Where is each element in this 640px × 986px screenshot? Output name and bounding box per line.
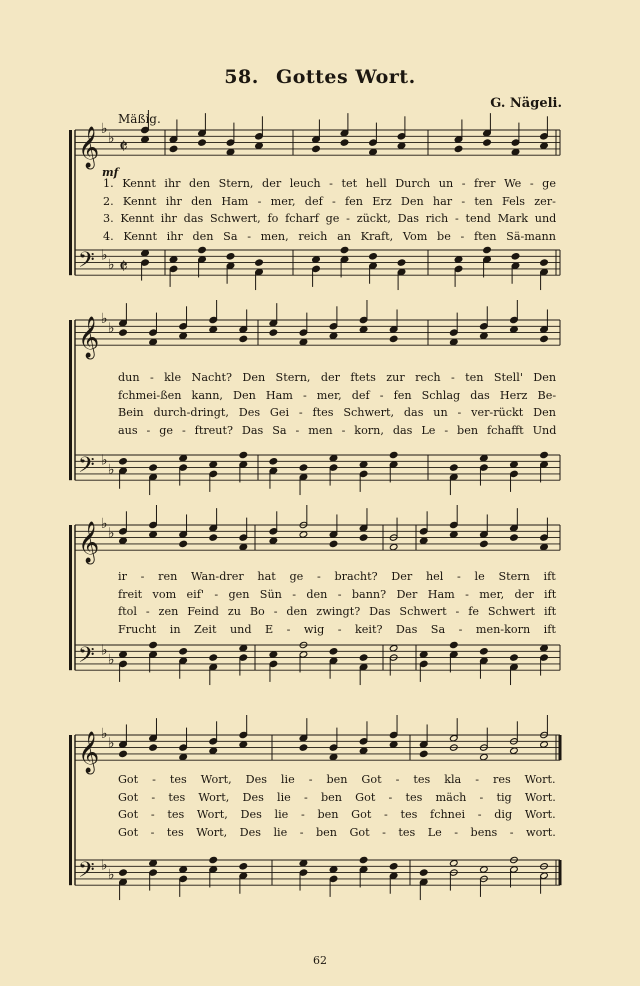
note-head <box>389 543 398 550</box>
note-head <box>226 253 235 260</box>
note-head <box>149 859 158 866</box>
note-head <box>450 338 459 345</box>
note-head <box>540 335 549 342</box>
note-head <box>239 335 248 342</box>
note-head <box>169 145 178 152</box>
note-head <box>226 148 235 155</box>
time-signature: 𝄵 <box>119 134 128 159</box>
note-head <box>239 741 248 748</box>
note-head <box>149 464 158 471</box>
note-head <box>299 744 308 751</box>
note-head <box>511 148 520 155</box>
note-head <box>540 644 549 651</box>
flat-sign: ♭ <box>108 130 115 147</box>
system-brace <box>69 320 72 480</box>
note-head <box>329 332 338 339</box>
tempo-marking: Mäßig. <box>118 112 161 126</box>
lyric-line: 1. Kennt ihr den Stern, der leuch - tet hell Durch un - frer We - ge <box>103 177 556 190</box>
composer: G. Nägeli. <box>490 96 562 111</box>
note-head <box>389 335 398 342</box>
bass-clef: 𝄢 <box>78 642 95 673</box>
note-head <box>359 654 368 661</box>
lyric-line: dun - kle Nacht? Den Stern, der ftets zur rech - ten Stell' Den <box>118 371 557 384</box>
lyric-line: Bein durch-dringt, Des Gei - ftes Schwert, das un - ver-rückt Den <box>118 406 556 419</box>
note-head <box>179 454 188 461</box>
note-head <box>419 750 428 757</box>
note-head <box>149 744 158 751</box>
note-head <box>255 142 264 149</box>
note-head <box>269 329 278 336</box>
flat-sign: ♭ <box>101 642 108 659</box>
flat-sign: ♭ <box>101 121 108 137</box>
flat-sign: ♭ <box>108 866 115 883</box>
note-head <box>198 139 207 146</box>
note-head <box>119 869 128 876</box>
note-head <box>299 531 308 538</box>
flat-sign: ♭ <box>101 726 108 742</box>
note-head <box>209 856 218 863</box>
lyric-line: Frucht in Zeit und E - wig - keit? Das Sa - men-korn ift <box>118 622 556 636</box>
note-head <box>511 253 520 260</box>
flat-sign: ♭ <box>108 651 115 668</box>
system-brace <box>69 525 72 670</box>
note-head <box>340 246 349 253</box>
note-head <box>269 537 278 544</box>
flat-sign: ♭ <box>101 452 108 469</box>
bass-clef: 𝄢 <box>78 452 95 483</box>
note-head <box>179 753 188 760</box>
note-head <box>269 458 278 465</box>
flat-sign: ♭ <box>108 461 115 478</box>
note-head <box>480 454 489 461</box>
note-head <box>359 326 368 333</box>
note-head <box>209 654 218 661</box>
note-head <box>299 464 308 471</box>
page-number: 62 <box>313 954 327 967</box>
flat-sign: ♭ <box>108 256 115 273</box>
lyric-line: Got - tes Wort, Des lie - ben Got - tes kla - res Wort. <box>118 773 556 786</box>
note-head <box>540 543 549 550</box>
note-head <box>149 531 158 538</box>
bass-clef: 𝄢 <box>78 247 95 278</box>
note-head <box>299 338 308 345</box>
note-head <box>169 256 178 263</box>
note-head <box>480 648 489 655</box>
note-head <box>209 534 218 541</box>
note-head <box>149 338 158 345</box>
lyric-line: Got - tes Wort, Des lie - ben Got - tes Le - bens - wort. <box>118 825 556 839</box>
note-head <box>141 249 150 256</box>
lyric-line: freit vom eif' - gen Sün - den - bann? Der Ham - mer, der ift <box>118 587 557 601</box>
note-head <box>369 148 378 155</box>
note-head <box>312 145 321 152</box>
note-head <box>389 451 398 458</box>
note-head <box>510 534 519 541</box>
time-signature: 𝄵 <box>119 254 128 279</box>
lyric-line: ftol - zen Feind zu Bo - den zwingt? Das Schwert - fe Schwert ift <box>118 605 557 618</box>
dynamic-marking: mf <box>102 166 119 179</box>
lyric-line: aus - ge - ftreut? Das Sa - men - korn, das Le - ben fchafft Und <box>118 423 557 437</box>
treble-clef: 𝄞 <box>78 127 100 169</box>
note-head <box>480 866 489 873</box>
note-head <box>540 142 549 149</box>
note-head <box>179 332 188 339</box>
lyric-line: fchmei-ßen kann, Den Ham - mer, def - fen Schlag das Herz Be- <box>118 388 557 402</box>
note-head <box>540 259 549 266</box>
note-head <box>359 856 368 863</box>
note-head <box>209 461 218 468</box>
note-head <box>269 651 278 658</box>
note-head <box>397 142 406 149</box>
flat-sign: ♭ <box>108 525 115 542</box>
lyric-line: 4. Kennt ihr den Sa - men, reich an Kraft, Vom be - ften Sä-mann <box>103 229 556 243</box>
hymn-number: 58. <box>224 66 259 88</box>
note-head <box>209 326 218 333</box>
note-head <box>359 461 368 468</box>
note-head <box>239 863 248 870</box>
note-head <box>389 863 398 870</box>
note-head <box>239 451 248 458</box>
note-head <box>389 741 398 748</box>
flat-sign: ♭ <box>101 247 108 264</box>
treble-clef: 𝄞 <box>78 522 100 564</box>
note-head <box>340 139 349 146</box>
flat-sign: ♭ <box>101 516 108 532</box>
note-head <box>179 540 188 547</box>
note-head <box>209 747 218 754</box>
note-head <box>540 451 549 458</box>
note-head <box>198 246 207 253</box>
note-head <box>540 741 549 748</box>
note-head <box>419 869 428 876</box>
note-head <box>480 332 489 339</box>
note-head <box>119 537 128 544</box>
note-head <box>329 540 338 547</box>
note-head <box>450 464 459 471</box>
note-head <box>329 648 338 655</box>
note-head <box>419 651 428 658</box>
lyric-line: 2. Kennt ihr den Ham - mer, def - fen Erz Den har - ten Fels zer- <box>103 194 556 208</box>
system-brace <box>69 735 72 885</box>
bass-clef: 𝄢 <box>78 857 95 888</box>
note-head <box>483 139 492 146</box>
note-head <box>450 531 459 538</box>
note-head <box>510 326 519 333</box>
note-head <box>480 753 489 760</box>
note-head <box>359 534 368 541</box>
note-head <box>255 259 264 266</box>
note-head <box>450 859 459 866</box>
note-head <box>454 256 463 263</box>
note-head <box>239 543 248 550</box>
flat-sign: ♭ <box>101 311 108 327</box>
note-head <box>397 259 406 266</box>
note-head <box>179 866 188 873</box>
note-head <box>239 644 248 651</box>
lyric-line: Got - tes Wort, Des lie - ben Got - tes mäch - tig Wort. <box>118 790 556 804</box>
note-head <box>510 461 519 468</box>
note-head <box>454 145 463 152</box>
note-head <box>450 641 459 648</box>
note-head <box>179 648 188 655</box>
note-head <box>119 651 128 658</box>
note-head <box>119 750 128 757</box>
flat-sign: ♭ <box>101 857 108 874</box>
note-head <box>483 246 492 253</box>
note-head <box>369 253 378 260</box>
note-head <box>329 454 338 461</box>
note-head <box>329 753 338 760</box>
note-head <box>419 537 428 544</box>
note-head <box>299 859 308 866</box>
flat-sign: ♭ <box>108 735 115 752</box>
note-head <box>389 644 398 651</box>
note-head <box>510 747 519 754</box>
system-brace <box>69 130 72 275</box>
note-head <box>312 256 321 263</box>
note-head <box>480 540 489 547</box>
lyric-line: ir - ren Wan-drer hat ge - bracht? Der hel - le Stern ift <box>118 570 556 583</box>
note-head <box>359 747 368 754</box>
hymn-name: Gottes Wort. <box>275 66 416 88</box>
note-head <box>141 136 150 143</box>
note-head <box>119 458 128 465</box>
treble-clef: 𝄞 <box>78 732 100 774</box>
treble-clef: 𝄞 <box>78 317 100 359</box>
lyric-line: 3. Kennt ihr das Schwert, fo fcharf ge - zückt, Das rich - tend Mark und <box>103 212 557 225</box>
note-head <box>510 654 519 661</box>
note-head <box>329 866 338 873</box>
flat-sign: ♭ <box>108 320 115 337</box>
note-head <box>119 329 128 336</box>
note-head <box>149 641 158 648</box>
lyric-line: Got - tes Wort, Des lie - ben Got - tes fchnei - dig Wort. <box>118 808 556 821</box>
